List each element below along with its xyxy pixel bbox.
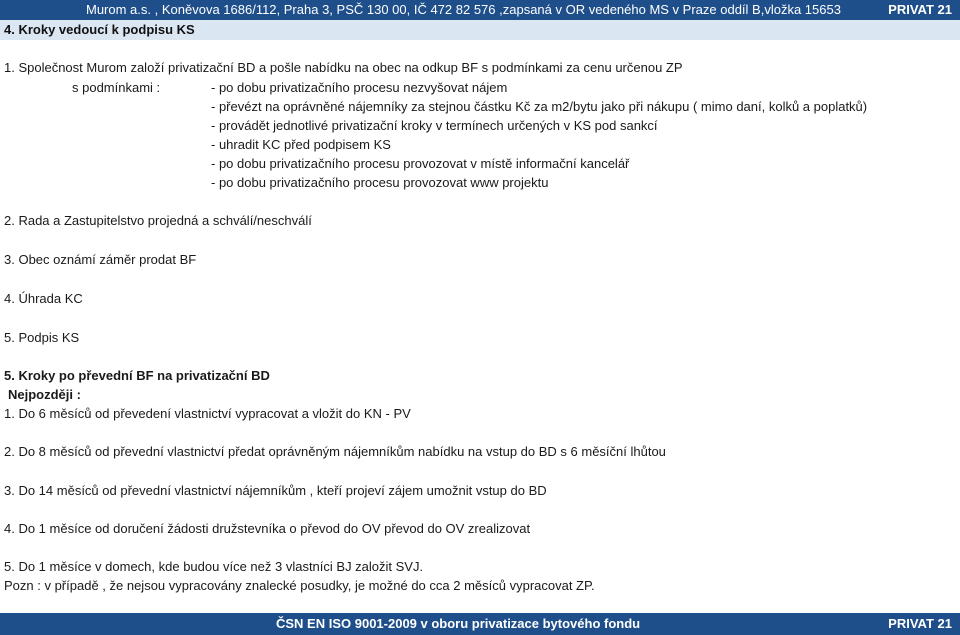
company-info: Murom a.s. , Koněvova 1686/112, Praha 3, PSČ 130 00, IČ 472 82 576 ,zapsaná v OR vedeného MS v Praze oddíl B,vložka 15653	[86, 2, 841, 17]
step-2: 2. Rada a Zastupitelstvo projedná a schválí/neschválí	[4, 213, 312, 228]
step-3: 3. Obec oznámí záměr prodat BF	[4, 252, 197, 267]
condition-item: - po dobu privatizačního procesu provozovat www projektu	[211, 175, 549, 190]
footer-certification: ČSN EN ISO 9001-2009 v oboru privatizace bytového fondu	[276, 616, 641, 631]
section-title: 4. Kroky vedoucí k podpisu KS	[4, 22, 195, 37]
deadline-item: 5. Do 1 měsíce v domech, kde budou více než 3 vlastníci BJ založit SVJ.	[4, 559, 424, 574]
condition-item: - po dobu privatizačního procesu nezvyšovat nájem	[211, 80, 508, 95]
section-5-title: 5. Kroky po převední BF na privatizační BD	[4, 368, 270, 383]
condition-item: - provádět jednotlivé privatizační kroky v termínech určených v KS pod sankcí	[211, 118, 658, 133]
footer-bar	[0, 613, 960, 635]
step-1: 1. Společnost Murom založí privatizační BD a pošle nabídku na obec na odkup BF s podmínkami za cenu určenou ZP	[4, 60, 683, 75]
header-page-label: PRIVAT 21	[888, 2, 952, 17]
step-5: 5. Podpis KS	[4, 330, 80, 345]
condition-item: - převézt na oprávněné nájemníky za stejnou částku Kč za m2/bytu jako při nákupu ( mimo daní, kolků a poplatků)	[211, 99, 868, 114]
deadline-item: 4. Do 1 měsíce od doručení žádosti družstevníka o převod do OV převod do OV zrealizovat	[4, 521, 531, 536]
deadline-item: 2. Do 8 měsíců od převední vlastnictví předat oprávněným nájemníkům nabídku na vstup do BD s 6 měsíční lhůtou	[4, 444, 666, 459]
section-5-subtitle: Nejpozději :	[8, 387, 81, 402]
note: Pozn : v případě , že nejsou vypracovány znalecké posudky, je možné do cca 2 měsíců vypracovat ZP.	[4, 578, 595, 593]
deadline-item: 3. Do 14 měsíců od převední vlastnictví nájemníkům , kteří projeví zájem umožnit vstup do BD	[4, 483, 547, 498]
section-title-bar	[0, 20, 960, 40]
condition-item: - po dobu privatizačního procesu provozovat v místě informační kancelář	[211, 156, 630, 171]
footer-page-label: PRIVAT 21	[888, 616, 952, 631]
step-4: 4. Úhrada KC	[4, 291, 83, 306]
condition-item: - uhradit KC před podpisem KS	[211, 137, 391, 152]
conditions-label: s podmínkami :	[72, 80, 161, 95]
deadline-item: 1. Do 6 měsíců od převedení vlastnictví vypracovat a vložit do KN - PV	[4, 406, 411, 421]
header-bar	[0, 0, 960, 20]
